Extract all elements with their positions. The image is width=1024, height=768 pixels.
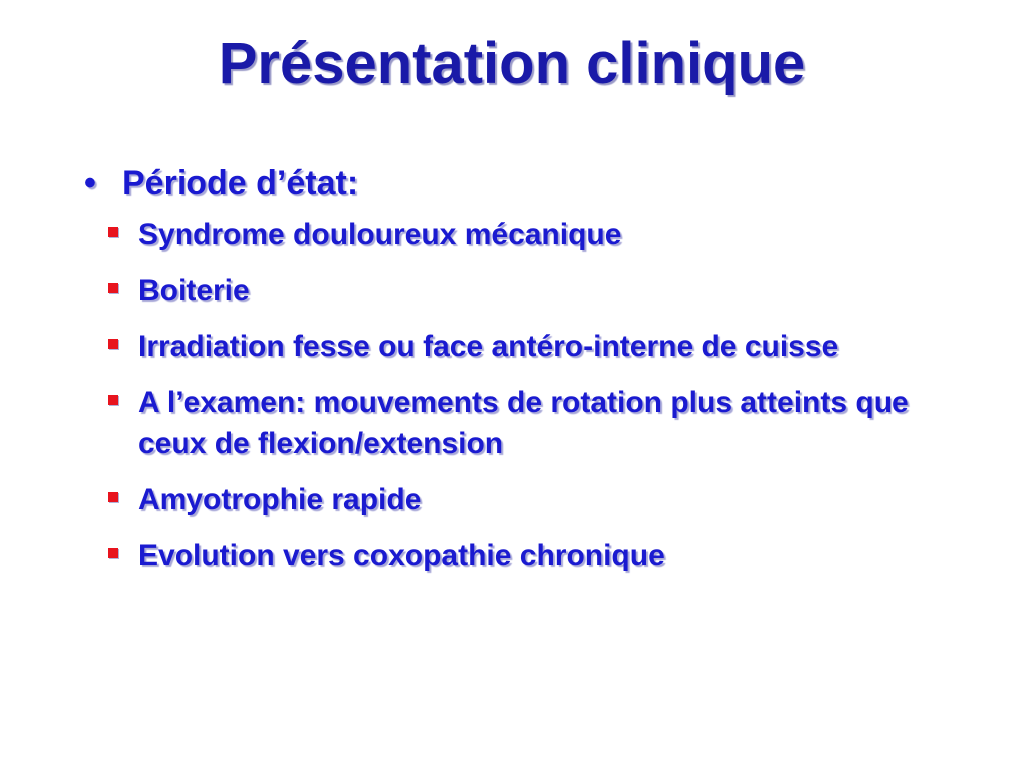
section-heading-label: Période d’état: — [122, 164, 359, 202]
red-square-bullet-icon — [108, 548, 118, 558]
red-square-bullet-icon — [108, 227, 118, 237]
red-square-bullet-icon — [108, 395, 118, 405]
list-item-text: Boiterie — [138, 274, 250, 307]
list-item-text: Syndrome douloureux mécanique — [138, 218, 622, 251]
list-item-text: Amyotrophie rapide — [138, 483, 422, 516]
slide-title: Présentation clinique — [218, 31, 806, 96]
list-item — [82, 214, 962, 255]
red-square-bullet-icon — [108, 492, 118, 502]
list-item — [82, 270, 962, 311]
slide-content — [82, 160, 962, 591]
list-item-text: Irradiation fesse ou face antéro-interne de cuisse — [138, 330, 839, 363]
red-square-bullet-icon — [108, 339, 118, 349]
red-square-bullet-icon — [108, 283, 118, 293]
list-item — [82, 326, 962, 367]
sub-bullet-list — [82, 214, 962, 576]
list-item-text: Evolution vers coxopathie chronique — [138, 539, 665, 572]
round-bullet-icon: • — [84, 164, 96, 202]
list-item — [82, 382, 962, 464]
section-heading — [82, 160, 962, 206]
list-item — [82, 535, 962, 576]
list-item — [82, 479, 962, 520]
list-item-text: A l’examen: mouvements de rotation plus atteints que ceux de flexion/extension — [138, 386, 909, 460]
